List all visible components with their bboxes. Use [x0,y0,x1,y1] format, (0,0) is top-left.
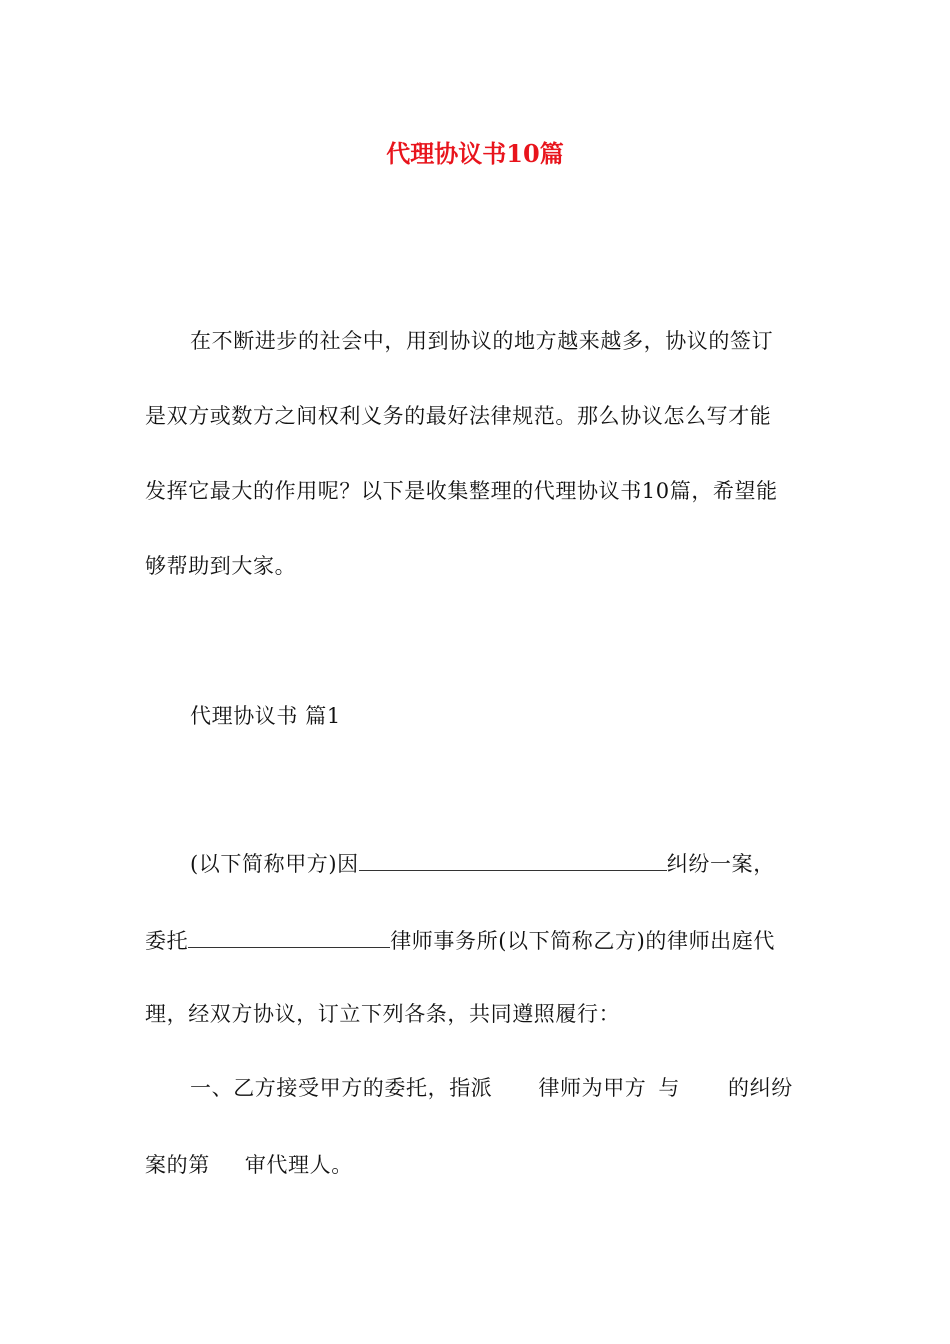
clause-one-text-a: 一、乙方接受甲方的委托，指派 [190,1076,493,1100]
intro-line-2: 是双方或数方之间权利义务的最好法律规范。那么协议怎么写才能 [145,404,772,428]
document-title: 代理协议书10篇 [386,139,564,168]
clause-intro-text-a: (以下简称甲方)因 [190,852,359,876]
clause-one-text-d: 的纠纷 [728,1076,793,1100]
clause-intro-line-1 [190,848,775,879]
clause-one-text-f: 审代理人。 [244,1153,353,1177]
clause-intro-text-b: 纠纷一案， [666,852,775,876]
section-heading: 代理协议书 篇1 [190,704,341,728]
clause-one-text-b: 律师为甲方 [538,1076,647,1100]
intro-line-1: 在不断进步的社会中，用到协议的地方越来越多，协议的签订 [190,329,774,353]
clause-one-line-1 [190,1073,793,1103]
clause-one-line-2 [145,1150,353,1180]
fill-in-blank-dispute[interactable] [359,848,667,871]
clause-intro-line-3: 理，经双方协议，订立下列各条，共同遵照履行： [145,1002,621,1026]
intro-line-3: 发挥它最大的作用呢？以下是收集整理的代理协议书10篇，希望能 [145,479,778,503]
clause-intro-line-2 [145,925,775,956]
intro-line-4: 够帮助到大家。 [145,554,297,578]
clause-one-text-c: 与 [658,1076,681,1100]
fill-in-blank-law-firm[interactable] [188,925,390,948]
clause-intro-text-d: 律师事务所(以下简称乙方)的律师出庭代 [390,929,775,953]
clause-one-text-e: 案的第 [145,1153,210,1177]
clause-intro-text-c: 委托 [145,929,189,953]
